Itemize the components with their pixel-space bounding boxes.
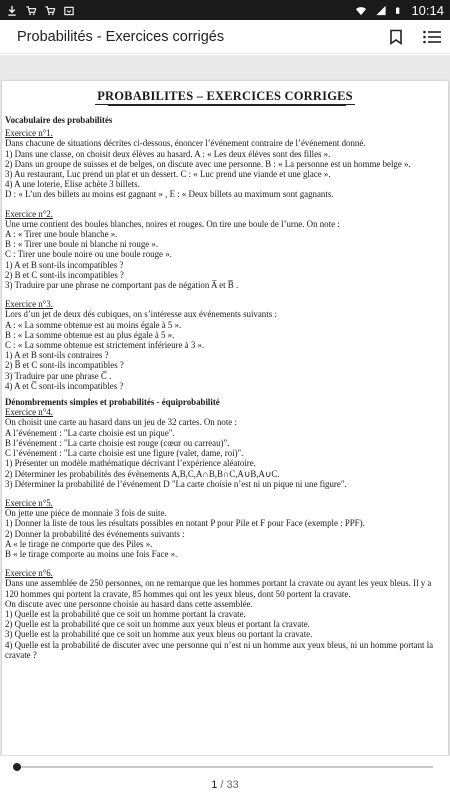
contents-menu-button[interactable] [414,20,450,54]
exercise-line: B : « Tirer une boule ni blanche ni rouge ». [5,239,159,250]
exercise-line: Dans chacune de situations décrites ci-dessous, énoncer l’événement contraire de l’événement donné. [5,138,366,149]
seek-thumb[interactable] [13,763,21,771]
exercise-label: Exercice n°4. [5,407,53,418]
exercise-line: B « le tirage comporte au moins une fois Face ». [5,548,178,559]
exercise-label: Exercice n°3. [5,299,53,310]
document-title: Probabilités - Exercices corrigés [17,28,225,45]
exercise-line: A l’événement : "La carte choisie est un pique". [5,427,175,438]
page-indicator [0,779,450,791]
seek-track[interactable] [17,766,433,768]
exercise-line: 3) Déterminer la probabilité de l’événement D "La carte choisie n’est ni un pique ni une figure". [5,478,347,489]
exercise-line: On discute avec une personne choisie au hasard dans cette assemblée. [5,598,253,609]
exercise-line: 1) Présenter un modèle mathématique décrivant l’expérience aléatoire. [5,458,256,469]
exercise-line: 3) Traduire par une phrase ne comportant pas de négation A̅ et B̅ . [5,280,239,291]
exercise-line: 1) Quelle est la probabilité que ce soit un homme portant la cravate. [5,608,246,619]
bookmark-icon [389,29,403,45]
exercise-line: C : « La somme obtenue est strictement inférieure à 3 ». [5,340,205,351]
exercise-line: 4) A une loterie, Elise achète 3 billets. [5,179,140,190]
pdf-viewer[interactable] [0,55,450,755]
total-pages: 33 [226,779,239,791]
list-menu-icon [423,30,441,44]
exercise-line: 2) B et C sont-ils incompatibles ? [5,269,124,280]
section-heading: Dénombrements simples et probabilités - équiprobabilité [5,397,220,408]
exercise-label: Exercice n°5. [5,497,53,508]
store-icon [63,5,75,16]
exercise-line: Une urne contient des boules blanches, noires et rouges. On tire une boule de l’urne. On note : [5,218,340,229]
exercise-line: 1) Dans une classe, on choisit deux élèves au hasard. A : « Les deux élèves sont des filles ». [5,148,331,159]
exercise-line: 2) Déterminer les probabilités des évènements A,B,C,A∩B,B∩C,A∪B,A∪C. [5,468,280,479]
exercise-line: 1) A et B sont-ils incompatibles ? [5,259,124,270]
exercise-line: Lors d’un jet de deux dés cubiques, on s’intéresse aux événements suivants : [5,309,277,320]
exercise-line: C l’événement : "La carte choisie est une figure (valet, dame, roi)". [5,448,244,459]
wifi-icon [355,5,367,16]
exercise-line: A : « La somme obtenue est au moins égale à 5 ». [5,319,182,330]
exercise-line: B l’événement : "La carte choisie est rouge (cœur ou carreau)". [5,437,230,448]
current-page: 1 [211,779,218,791]
exercise-line: 2) Dans un groupe de suisses et de belges, on discute avec une personne. B : « La personne est un homme belge ». [5,158,411,169]
signal-icon [375,5,387,16]
exercise-line: 1) A et B sont-ils contraires ? [5,350,109,361]
exercise-line: On jette une pièce de monnaie 3 fois de suite. [5,508,167,519]
pdf-page[interactable] [2,81,448,800]
status-bar [0,0,450,20]
exercise-line: 3) Au restaurant, Luc prend un plat et un dessert. C : « Luc prend une viande et une glace ». [5,169,331,180]
page-content [5,115,445,660]
cart-icon [25,5,37,16]
cart-icon [44,5,56,16]
page-seek-bar [0,755,450,800]
exercise-line: Dans une assemblée de 250 personnes, on ne remarque que les hommes portant la cravate ou ayant les yeux bleus. Il y a 120 hommes qui portent la cravate, 85 hommes qui ont les yeux bleus, dont 50 portent la cravate. [5,578,432,599]
exercise-line: 2) Quelle est la probabilité que ce soit un homme aux yeux bleus et portant la cravate. [5,619,310,630]
exercise-line: 4) A et C̅ sont-ils incompatibles ? [5,380,124,391]
page-separator: / [220,779,224,791]
exercise-label: Exercice n°2. [5,208,53,219]
exercise-line: 3) Quelle est la probabilité que ce soit un homme aux yeux bleus ou portant la cravate. [5,629,313,640]
exercise-line: A « le tirage ne comporte que des Piles ». [5,538,153,549]
exercise-line: A : « Tirer une boule blanche ». [5,229,118,240]
page-heading: PROBABILITES – EXERCICES CORRIGES [97,89,353,103]
exercise-line: B : « La somme obtenue est au plus égale à 5 ». [5,329,175,340]
exercise-line: C : Tirer une boule noire ou une boule rouge ». [5,249,172,260]
exercise-label: Exercice n°1. [5,128,53,139]
exercise-line: 3) Traduire par une phrase C̅ . [5,370,112,381]
exercise-label: Exercice n°6. [5,568,53,579]
exercise-line: D : « L’un des billets au moins est gagnant » , E : « Deux billets au maximum sont gagnants. [5,189,334,200]
clock: 10:14 [411,2,444,18]
app-bar [0,20,450,54]
bookmark-button[interactable] [378,20,414,54]
exercise-line: 2) Donner la probabilité des événements suivants : [5,528,185,539]
section-heading: Vocabulaire des probabilités [5,115,113,125]
exercise-line: On choisit une carte au hasard dans un jeu de 32 cartes. On note : [5,417,237,428]
exercise-line: 1) Donner la liste de tous les résultats possibles en notant P pour Pile et F pour Face (exemple : PPF). [5,518,365,529]
exercise-line: 2) B̅ et C sont-ils incompatibles ? [5,360,124,371]
heading-rule [108,105,346,106]
download-icon [6,5,18,16]
exercise-line: 4) Quelle est la probabilité de discuter avec une personne qui n’est ni un homme aux yeux bleus, ni un homme portant la cravate ? [5,639,434,660]
battery-icon [395,5,403,16]
